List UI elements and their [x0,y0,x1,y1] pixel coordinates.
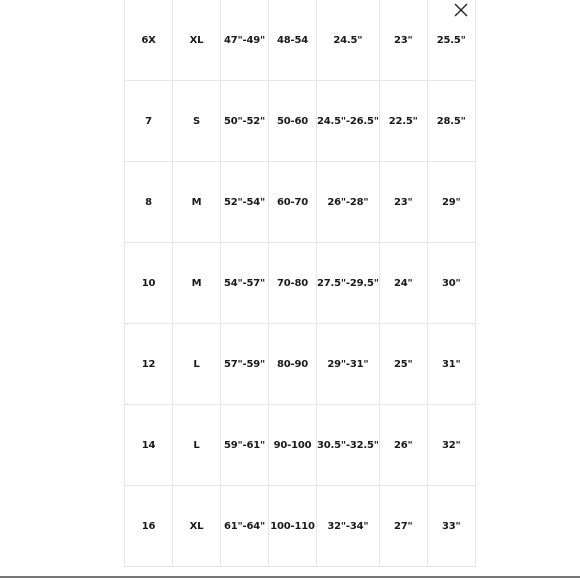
table-cell: 24.5" [317,0,380,81]
table-cell: 24.5"-26.5" [317,81,380,162]
table-cell: 27.5"-29.5" [317,243,380,324]
table-row [125,81,476,162]
table-cell: 33" [427,486,475,567]
table-cell: XL [173,0,221,81]
table-cell: 30.5"-32.5" [317,405,380,486]
table-cell: 60-70 [269,162,317,243]
table-cell: M [173,243,221,324]
table-cell: 50-60 [269,81,317,162]
table-cell: 32" [427,405,475,486]
table-cell: 12 [125,324,173,405]
table-cell: 80-90 [269,324,317,405]
close-button[interactable] [451,1,471,21]
table-cell: 14 [125,405,173,486]
table-cell: 31" [427,324,475,405]
table-cell: 59"-61" [221,405,269,486]
table-cell: L [173,324,221,405]
table-cell: 29" [427,162,475,243]
table-cell: M [173,162,221,243]
table-cell: 70-80 [269,243,317,324]
table-cell: 10 [125,243,173,324]
size-chart-table [124,0,476,567]
table-cell: 30" [427,243,475,324]
table-cell: 23" [379,162,427,243]
table-row [125,0,476,81]
table-cell: 57"-59" [221,324,269,405]
table-row [125,324,476,405]
table-cell: 48-54 [269,0,317,81]
table-cell: 90-100 [269,405,317,486]
table-cell: L [173,405,221,486]
table-cell: 27" [379,486,427,567]
table-cell: 6X [125,0,173,81]
table-cell: 24" [379,243,427,324]
table-cell: 8 [125,162,173,243]
table-row [125,162,476,243]
table-cell: 26"-28" [317,162,380,243]
table-cell: 23" [379,0,427,81]
table-cell: 22.5" [379,81,427,162]
bottom-divider [0,576,580,578]
table-row [125,243,476,324]
table-cell: 26" [379,405,427,486]
table-cell: 25" [379,324,427,405]
table-cell: 61"-64" [221,486,269,567]
close-icon [451,1,471,21]
table-row [125,486,476,567]
table-cell: 32"-34" [317,486,380,567]
table-cell: 100-110 [269,486,317,567]
table-cell: 54"-57" [221,243,269,324]
table-cell: 7 [125,81,173,162]
table-cell: 16 [125,486,173,567]
table-cell: 47"-49" [221,0,269,81]
table-cell: XL [173,486,221,567]
table-cell: S [173,81,221,162]
size-chart-body [125,0,476,567]
table-cell: 25.5" [427,0,475,81]
table-row [125,405,476,486]
table-cell: 29"-31" [317,324,380,405]
table-cell: 28.5" [427,81,475,162]
table-cell: 52"-54" [221,162,269,243]
table-cell: 50"-52" [221,81,269,162]
